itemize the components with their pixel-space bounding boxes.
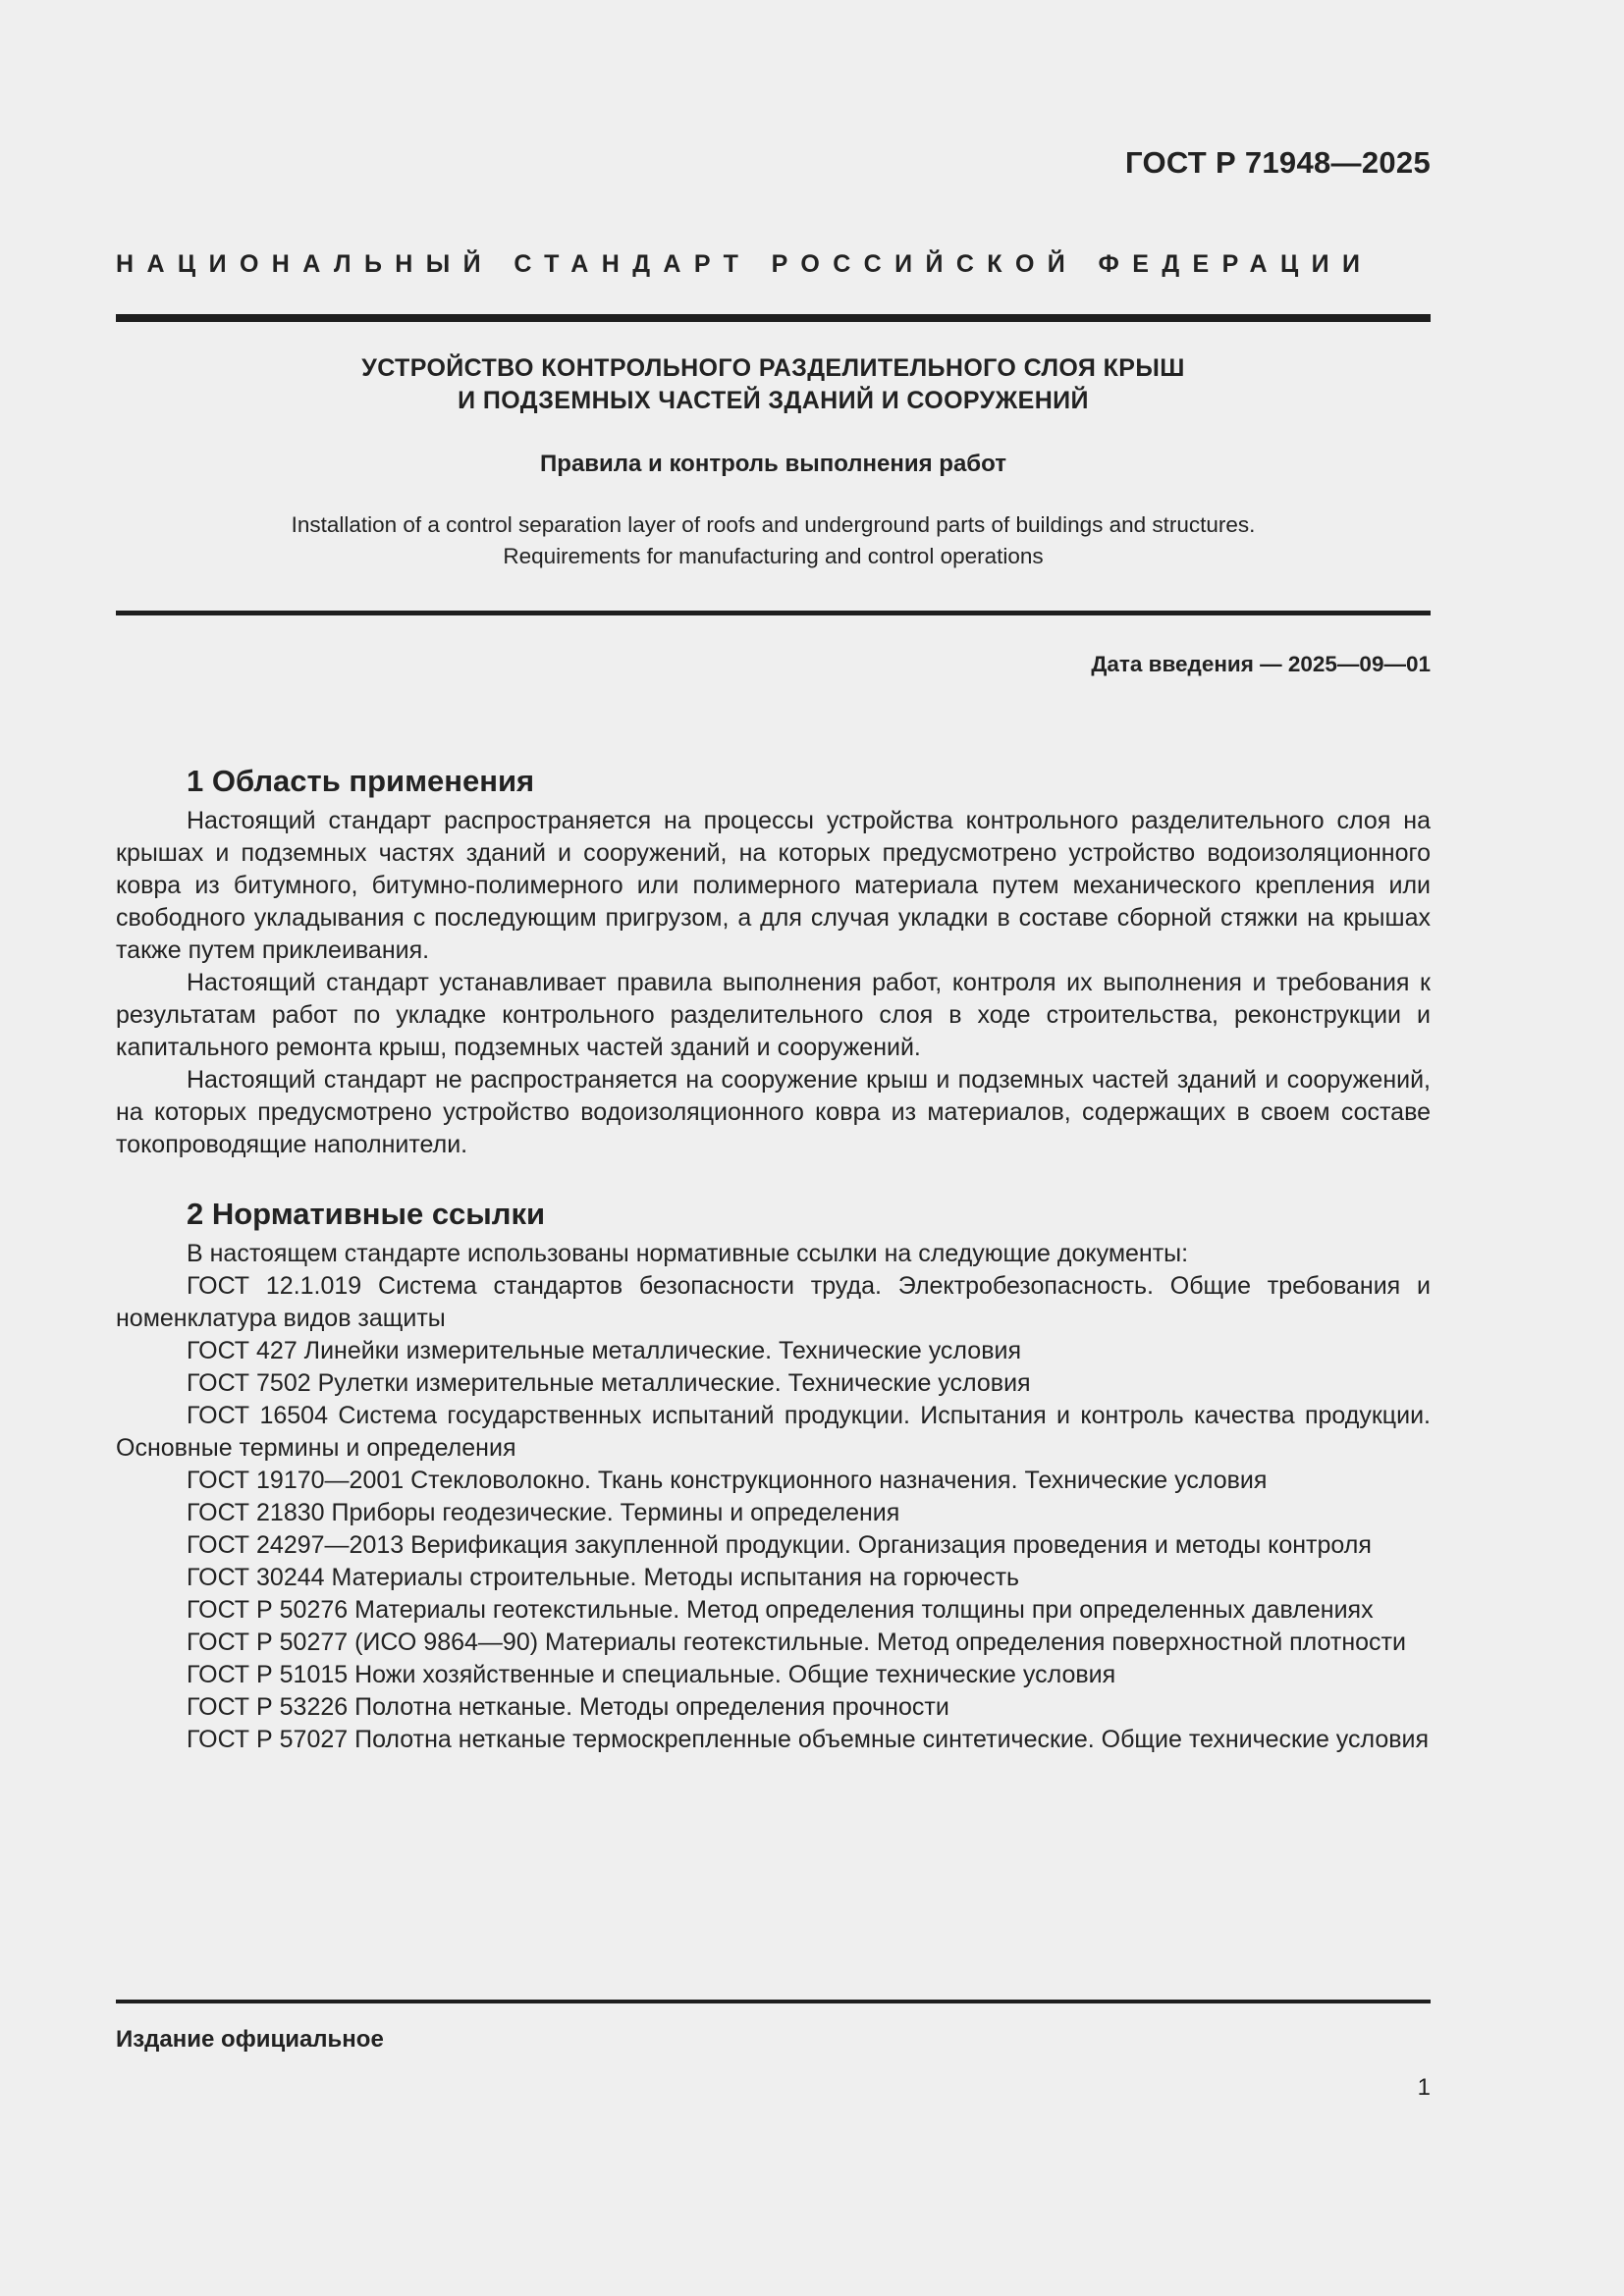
introduction-date: Дата введения — 2025—09—01 <box>1091 652 1431 676</box>
title-line-1: УСТРОЙСТВО КОНТРОЛЬНОГО РАЗДЕЛИТЕЛЬНОГО СЛОЯ КРЫШ <box>361 354 1185 382</box>
english-title <box>116 509 1431 572</box>
reference-item: ГОСТ 21830 Приборы геодезические. Термины и определения <box>187 1499 900 1526</box>
top-divider <box>116 314 1431 322</box>
reference-item: ГОСТ 7502 Рулетки измерительные металлические. Технические условия <box>187 1369 1031 1397</box>
paragraph: Настоящий стандарт не распространяется на сооружение крыш и подземных частей зданий и сооружений, на которых предусмотрено устройство водоизоляционного ковра из материалов, содержащих в своем составе токопроводящие наполнители. <box>116 1066 1431 1158</box>
document-title <box>116 352 1431 417</box>
paragraph: Настоящий стандарт распространяется на процессы устройства контрольного разделительного слоя на крышах и подземных частях зданий и сооружений, на которых предусмотрено устройство водоизоляционного ковра из битумного, битумно-полимерного или полимерного материала путем механического крепления или свободного укладывания с последующим пригрузом, а для случая укладки в составе сборной стяжки на крышах также путем приклеивания. <box>116 807 1431 964</box>
reference-item: ГОСТ Р 57027 Полотна нетканые термоскрепленные объемные синтетические. Общие технические условия <box>187 1726 1430 1753</box>
reference-item: ГОСТ Р 50276 Материалы геотекстильные. Метод определения толщины при определенных давлениях <box>187 1596 1374 1624</box>
footer-divider <box>116 2000 1431 2003</box>
document-body <box>116 758 1431 1756</box>
paragraph: В настоящем стандарте использованы нормативные ссылки на следующие документы: <box>187 1240 1189 1267</box>
english-title-line-1: Installation of a control separation layer of roofs and underground parts of buildings and structures. <box>291 512 1256 537</box>
reference-item: ГОСТ 427 Линейки измерительные металлические. Технические условия <box>187 1337 1021 1364</box>
page-number: 1 <box>1417 2074 1431 2101</box>
document-subtitle: Правила и контроль выполнения работ <box>540 451 1006 477</box>
section-heading-normative-references: 2 Нормативные ссылки <box>187 1197 546 1231</box>
title-divider <box>116 611 1431 615</box>
official-edition-label: Издание официальное <box>116 2026 384 2053</box>
reference-item: ГОСТ Р 50277 (ИСО 9864—90) Материалы геотекстильные. Метод определения поверхностной плотности <box>187 1629 1406 1656</box>
reference-item: ГОСТ 12.1.019 Система стандартов безопасности труда. Электробезопасность. Общие требования и номенклатура видов защиты <box>116 1272 1431 1332</box>
reference-item: ГОСТ 30244 Материалы строительные. Методы испытания на горючесть <box>187 1564 1020 1591</box>
section-heading-scope: 1 Область применения <box>187 764 535 798</box>
reference-item: ГОСТ 24297—2013 Верификация закупленной продукции. Организация проведения и методы контроля <box>187 1531 1372 1559</box>
document-page <box>116 0 1431 2296</box>
paragraph: Настоящий стандарт устанавливает правила выполнения работ, контроля их выполнения и требования к результатам работ по укладке контрольного разделительного слоя в ходе строительства, реконструкции и капитального ремонта крыш, подземных частей зданий и сооружений. <box>116 969 1431 1061</box>
reference-item: ГОСТ 19170—2001 Стекловолокно. Ткань конструкционного назначения. Технические условия <box>187 1467 1268 1494</box>
reference-item: ГОСТ Р 51015 Ножи хозяйственные и специальные. Общие технические условия <box>187 1661 1116 1688</box>
standard-designation: ГОСТ Р 71948—2025 <box>1125 145 1431 180</box>
reference-item: ГОСТ Р 53226 Полотна нетканые. Методы определения прочности <box>187 1693 949 1721</box>
english-title-line-2: Requirements for manufacturing and control operations <box>503 544 1044 568</box>
reference-item: ГОСТ 16504 Система государственных испытаний продукции. Испытания и контроль качества продукции. Основные термины и определения <box>116 1402 1431 1462</box>
title-line-2: И ПОДЗЕМНЫХ ЧАСТЕЙ ЗДАНИЙ И СООРУЖЕНИЙ <box>458 387 1089 414</box>
national-standard-banner: НАЦИОНАЛЬНЫЙ СТАНДАРТ РОССИЙСКОЙ ФЕДЕРАЦИИ <box>116 250 1374 278</box>
